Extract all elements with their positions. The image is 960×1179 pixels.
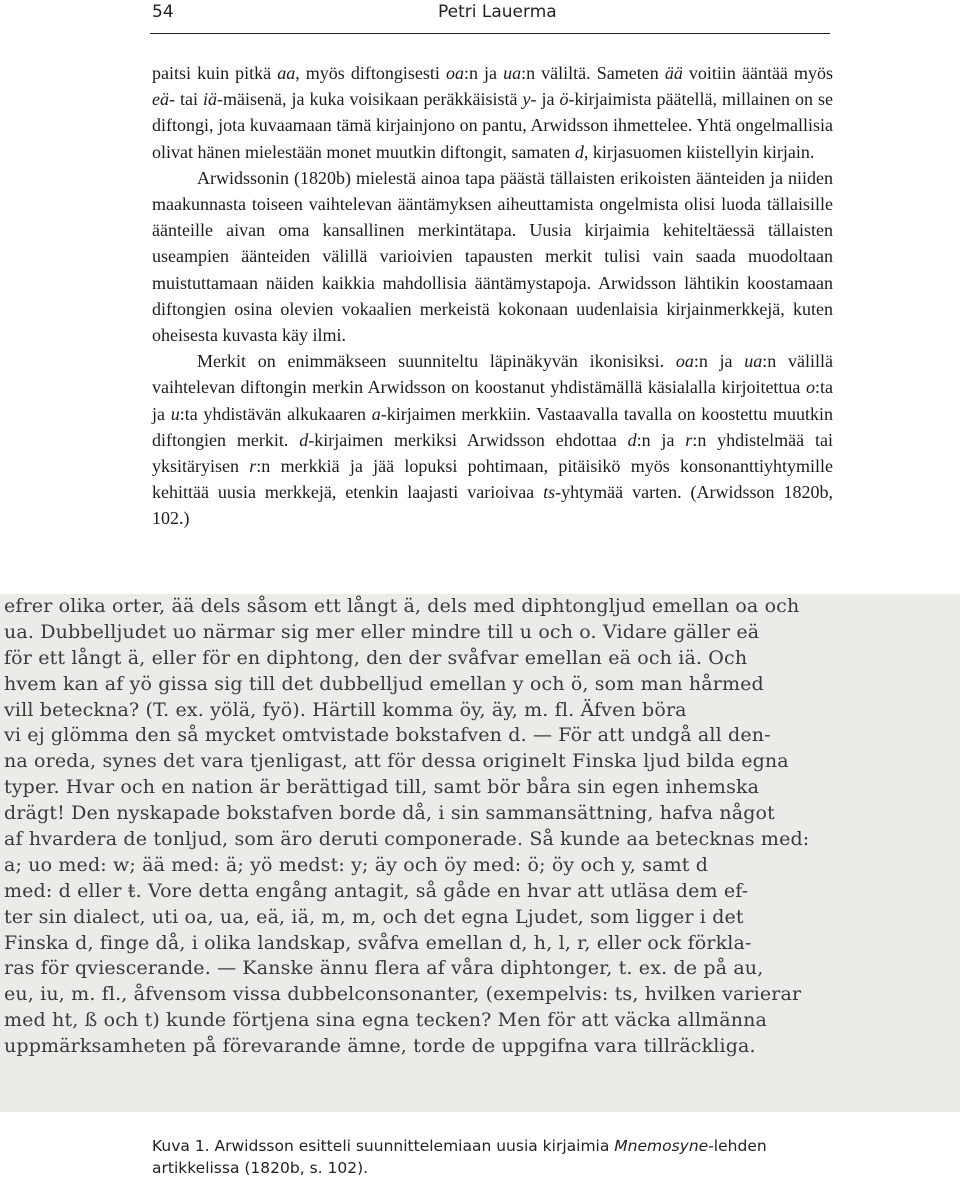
italic-term: ua [744, 351, 763, 372]
text-run: , kirjasuomen kiistellyin kirjain. [583, 141, 815, 162]
facsimile-line: för ett långt ä, eller för en diphtong, den der svåfvar emellan eä och iä. Och [4, 646, 748, 669]
running-header [150, 0, 830, 40]
caption-prefix: Kuva 1. Arwidsson esitteli suunnittelemiaan uusia kirjaimia [152, 1137, 615, 1155]
italic-term: y [522, 89, 531, 110]
facsimile-line: ras för qviescerande. — Kanske ännu flera af våra diphtonger, t. ex. de på au, [4, 957, 764, 980]
facsimile-line: med: d eller ŧ. Vore detta engång antagit, så gåde en hvar att utläsa dem ef- [4, 879, 749, 902]
facsimile-line: drägt! Den nyskapade bokstafven borde då, i sin sammansättning, hafva något [4, 802, 775, 825]
italic-term: u [170, 403, 180, 424]
text-run: - tai [169, 89, 204, 110]
facsimile-line: a; uo med: w; ää med: ä; yö medst: y; äy och öy med: ö; öy och y, samt d [4, 853, 709, 876]
italic-term: r [685, 429, 693, 450]
italic-term: r [249, 456, 257, 477]
facsimile-line: uppmärksamheten på förevarande ämne, torde de uppgifna vara tillräckliga. [4, 1035, 756, 1058]
text-run: :n yhdistelmää tai yksitäryisen [152, 429, 833, 477]
facsimile-image [0, 594, 960, 1112]
facsimile-line: hvem kan af yö gissa sig till det dubbelljud emellan y och ö, som man hårmed [4, 672, 764, 695]
text-run: :n merkkiä ja jää lopuksi pohtimaan, pitäisikö myös konsonanttiyhtymille kehittää uusia merkkejä, etenkin laajasti varioivaa [152, 456, 833, 503]
italic-term: d [299, 429, 309, 450]
italic-term: d [627, 429, 637, 450]
italic-term: oa [675, 351, 694, 372]
facsimile-line: ter sin dialect, uti oa, ua, eä, iä, m, m, och det egna Ljudet, som ligger i det [4, 905, 744, 928]
facsimile-line: eu, iu, m. fl., åfvensom vissa dubbelconsonanter, (exempelvis: ts, hvilken varierar [4, 983, 802, 1006]
facsimile-line: med ht, ß och t) kunde förtjena sina egna tecken? Men för att väcka allmänna [4, 1009, 767, 1032]
text-run: Arwidssonin (1820b) mielestä ainoa tapa päästä tällaisten erikoisten äänteiden ja niiden maakunnasta toiseen vaihtelevan ääntämyksen aiheuttamista ongelmista olisi luoda tällaisille äänteille aivan oma kansallinen merkintätapa. Uusia kirjaimia kehiteltäessä tällaisten useampien äänteiden välillä varioivien tapausten merkit tulisi vain saada muodoltaan muistuttamaan näiden kaikkia mahdollisia ääntämystapoja. Arwidsson lähtikin koostamaan diftongien osina olevien vokaalien merkeistä kokonaan uudenlaisia kirjainmerkkejä, kuten oheisesta kuvasta käy ilmi. [152, 167, 833, 346]
running-head-author: Petri Lauerma [438, 2, 557, 22]
body-text [152, 60, 833, 532]
text-run: :n välillä vaihtelevan diftongin merkin Arwidsson on koostanut yhdistämällä käsialalla kirjoitettua [152, 351, 833, 398]
facsimile-line: ua. Dubbelljudet uo närmar sig mer eller mindre till u och o. Vidare gäller eä [4, 620, 760, 643]
text-run: :ta yhdistävän alkukaaren [179, 403, 372, 424]
facsimile-line: efrer olika orter, ää dels såsom ett långt ä, dels med diphtongljud emellan oa och [4, 595, 800, 617]
page-number: 54 [152, 2, 174, 22]
facsimile-line: Finska d, finge då, i olika landskap, svåfva emellan d, h, l, r, eller ock förkla- [4, 931, 752, 954]
text-run: :ta ja [152, 377, 833, 424]
facsimile-line: na oreda, synes det vara tjenligast, att för dessa originelt Finska ljud bilda egna [4, 750, 789, 773]
body-paragraph [152, 348, 833, 531]
facsimile-line: vill betecknа? (T. ex. yölä, fyö). Härtill komma öy, äy, m. fl. Äfven böra [4, 698, 687, 721]
text-run: - ja [530, 89, 560, 110]
italic-term: ö [559, 89, 569, 110]
italic-term: eä [152, 89, 169, 110]
facsimile-line: typer. Hvar och en nation är berättigad till, samt bör båra sin egen inhemska [4, 776, 760, 799]
italic-term: oa [445, 63, 464, 83]
caption-suffix: -lehden artikkelissa (1820b, s. 102). [152, 1137, 767, 1177]
figure-caption [152, 1135, 832, 1179]
text-run: :n ja [463, 63, 504, 83]
text-run: , myös diftongisesti [295, 63, 446, 83]
facsimile-line: vi ej glömma den så mycket omtvistade bokstafven d. — För att undgå all den- [4, 724, 771, 747]
facsimile-line: af hvardera de tonljud, som äro deruti componerade. Så kunde aa betecknas med: [4, 828, 810, 851]
body-paragraph [152, 165, 833, 348]
text-run: :n ja [693, 351, 745, 372]
text-run: -kirjaimista päätellä, millainen on se diftongi, jota kuvaamaan tämä kirjainjono on pantu, Arwidsson ihmettelee. Yhtä ongelmallisia olivat hänen mielestään monet muutkin diftongit, samaten [152, 89, 833, 162]
italic-term: aa [277, 63, 296, 83]
text-run: voitiin ääntää myös [682, 63, 834, 83]
text-run: Merkit on enimmäkseen suunniteltu läpinäkyvän ikonisiksi. [197, 351, 676, 372]
text-run: -kirjaimen merkkiin. Vastaavalla tavalla on koostettu muutkin diftongien merkit. [152, 403, 833, 450]
italic-term: a [371, 403, 381, 424]
text-run: :n ja [636, 429, 686, 450]
italic-term: ua [503, 63, 522, 83]
header-rule [150, 33, 830, 34]
italic-term: ää [664, 63, 683, 83]
text-run: -yhtymää varten. (Arwidsson 1820b, 102.) [152, 482, 833, 529]
italic-term: iä [203, 89, 218, 110]
caption-italic: Mnemosyne [614, 1137, 709, 1155]
text-run: :n väliltä. Sameten [521, 63, 665, 83]
italic-term: d [574, 141, 584, 162]
text-run: -kirjaimen merkiksi Arwidsson ehdottaa [308, 429, 628, 450]
text-run: paitsi kuin pitkä [152, 63, 278, 83]
italic-term: ts [543, 482, 556, 503]
text-run: -mäisenä, ja kuka voisikaan peräkkäisistä [217, 89, 523, 110]
body-paragraph [152, 60, 833, 165]
italic-term: o [806, 377, 815, 398]
